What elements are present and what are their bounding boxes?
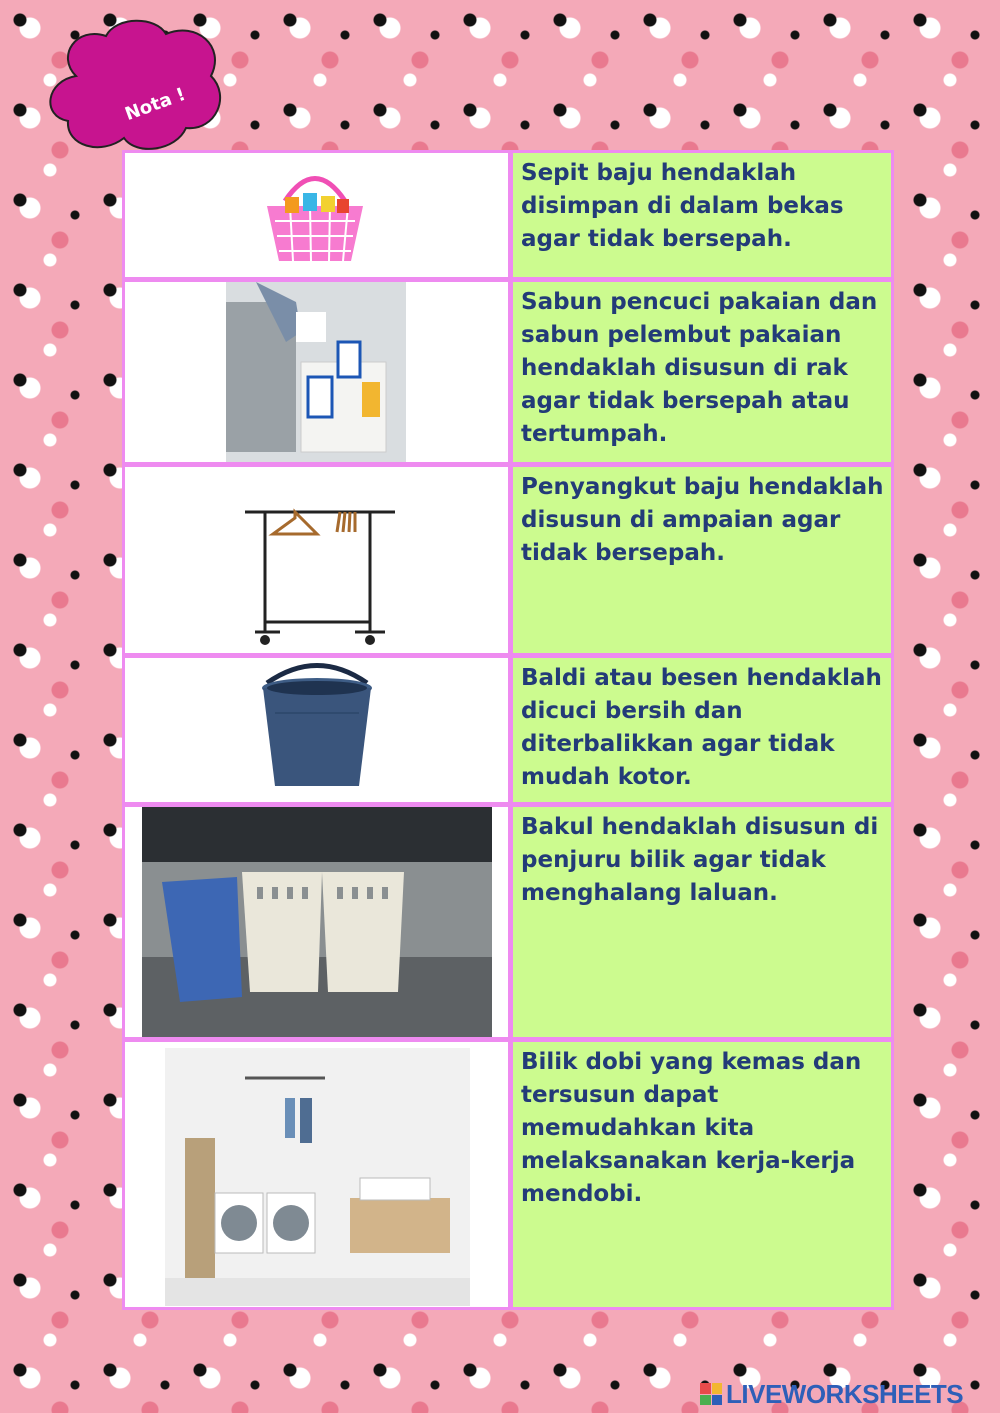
note-text: Baldi atau besen hendaklah dicuci bersih dan diterbalikkan agar tidak mudah kotor. xyxy=(521,665,882,790)
liveworksheets-mark-icon xyxy=(700,1383,722,1405)
table-row xyxy=(125,282,891,462)
text-cell xyxy=(513,467,891,653)
image-cell xyxy=(125,467,508,653)
text-cell xyxy=(513,282,891,462)
image-cell xyxy=(125,1042,508,1307)
clothes-rack-with-hangers-icon xyxy=(225,492,410,652)
detergent-rack-icon xyxy=(226,282,406,462)
brand-name: LIVEWORKSHEETS xyxy=(726,1378,964,1409)
table-row xyxy=(125,1042,891,1307)
liveworksheets-logo xyxy=(700,1378,963,1410)
notes-table xyxy=(122,150,894,1310)
note-text: Bakul hendaklah disusun di penjuru bilik agar tidak menghalang laluan. xyxy=(521,814,879,906)
nota-label: Nota ! xyxy=(122,83,189,126)
tidy-laundry-room-icon xyxy=(165,1048,470,1306)
note-text: Sabun pencuci pakaian dan sabun pelembut pakaian hendaklah disusun di rak agar tidak bersepah atau tertumpah. xyxy=(521,289,878,447)
table-row xyxy=(125,153,891,277)
laundry-baskets-icon xyxy=(142,807,492,1037)
basket-of-clothespins-icon xyxy=(255,161,375,269)
note-text: Penyangkut baju hendaklah disusun di ampaian agar tidak bersepah. xyxy=(521,474,884,566)
text-cell xyxy=(513,1042,891,1307)
blue-bucket-icon xyxy=(245,658,390,802)
text-cell xyxy=(513,658,891,802)
table-row xyxy=(125,658,891,802)
image-cell xyxy=(125,153,508,277)
image-cell xyxy=(125,658,508,802)
note-text: Bilik dobi yang kemas dan tersusun dapat memudahkan kita melaksanakan kerja-kerja mendobi. xyxy=(521,1049,862,1207)
note-text: Sepit baju hendaklah disimpan di dalam bekas agar tidak bersepah. xyxy=(521,160,844,252)
image-cell xyxy=(125,807,508,1037)
image-cell xyxy=(125,282,508,462)
text-cell xyxy=(513,153,891,277)
table-row xyxy=(125,467,891,653)
text-cell xyxy=(513,807,891,1037)
table-row xyxy=(125,807,891,1037)
